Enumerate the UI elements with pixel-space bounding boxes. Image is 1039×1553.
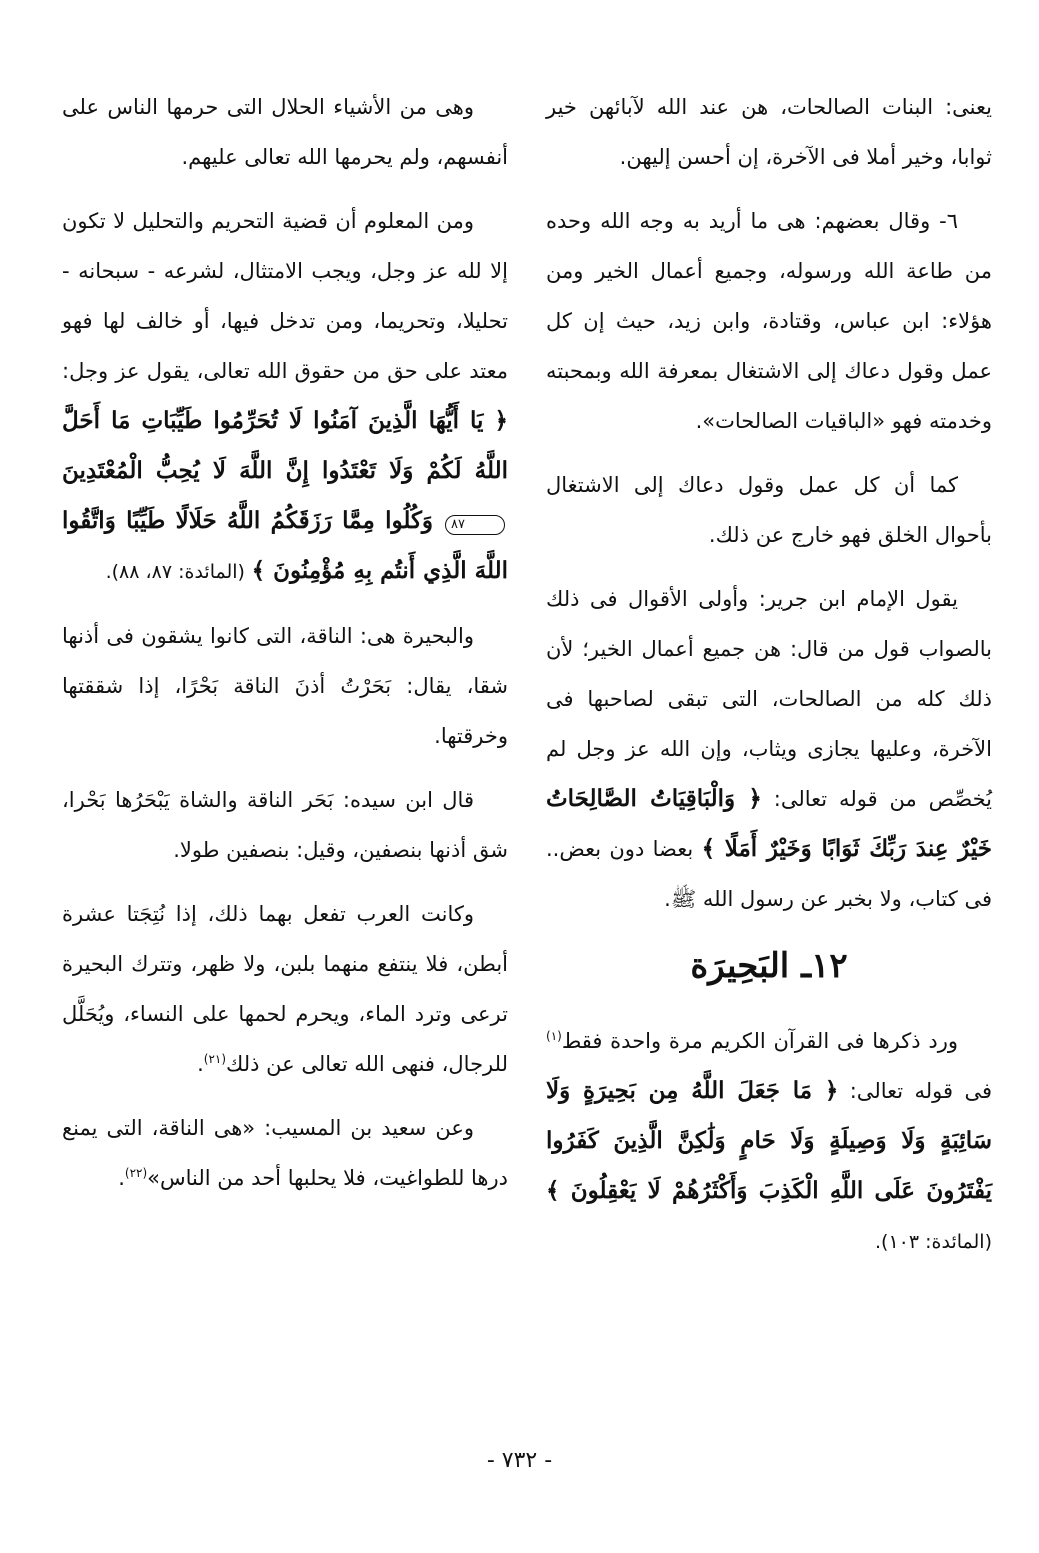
paragraph-text: بعضا دون بعض.. فى كتاب، ولا بخبر عن رسول الله ﷺ. (546, 837, 992, 911)
paragraph: قال ابن سيده: بَحَر الناقة والشاة يَبْحَرُها بَحْرا، شق أذنها بنصفين، وقيل: بنصفين طولا. (62, 788, 508, 862)
footnote-ref: (٢٢) (124, 1166, 148, 1180)
quran-verse: وَكُلُوا مِمَّا رَزَقَكُمُ اللَّهُ حَلَالًا طَيِّبًا وَاتَّقُوا اللَّهَ الَّذِي أَنتُم بِهِ مُؤْمِنُونَ ﴾ (62, 507, 508, 584)
paragraph: والبحيرة هى: الناقة، التى كانوا يشقون فى أذنها شقا، يقال: بَحَرْتُ أذنَ الناقة بَحْرًا، إذا شققتها وخرقتها. (62, 624, 508, 748)
paragraph: يعنى: البنات الصالحات، هن عند الله لآبائهن خير ثوابا، وخير أملا فى الآخرة، إن أحسن إليهن. (546, 95, 992, 169)
paragraph-text: وكانت العرب تفعل بهما ذلك، إذا نُتِجَتا عشرة أبطن، فلا ينتفع منهما بلبن، ولا ظهر، وتترك البحيرة ترعى وترد الماء، ويحرم لحمها على النساء، ويُحَلَّل للرجال، فنهى الله تعالى عن ذلك (62, 902, 508, 1076)
quran-verse: ﴿ مَا جَعَلَ اللَّهُ مِن بَحِيرَةٍ وَلَا سَائِبَةٍ وَلَا وَصِيلَةٍ وَلَا حَامٍ وَلَٰكِنَّ الَّذِينَ كَفَرُوا يَفْتَرُونَ عَلَى اللَّهِ الْكَذِبَ وَأَكْثَرُهُمْ لَا يَعْقِلُونَ ﴾ (546, 1077, 992, 1204)
paragraph (546, 574, 992, 924)
paragraph: كما أن كل عمل وقول دعاك إلى الاشتغال بأحوال الخلق فهو خارج عن ذلك. (546, 473, 992, 547)
quran-verse: ﴿ يَا أَيُّهَا الَّذِينَ آمَنُوا لَا تُحَرِّمُوا طَيِّبَاتِ مَا أَحَلَّ اللَّهُ لَكُمْ وَلَا تَعْتَدُوا إِنَّ اللَّهَ لَا يُحِبُّ الْمُعْتَدِينَ (62, 407, 508, 484)
paragraph-text: ومن المعلوم أن قضية التحريم والتحليل لا تكون إلا لله عز وجل، ويجب الامتثال، لشرعه - سبحانه - تحليلا، وتحريما، ومن تدخل فيها، أو خالف لها فهو معتد على حق من حقوق الله تعالى، يقول عز وجل: (62, 209, 508, 383)
punctuation: . (197, 1052, 204, 1076)
paragraph (62, 196, 508, 597)
verse-reference: (المائدة: ١٠٣). (875, 1231, 992, 1253)
footnote-ref: (٢١) (203, 1052, 227, 1066)
footnote-ref: (١) (546, 1029, 562, 1043)
left-column (62, 82, 508, 1217)
paragraph-text: يقول الإمام ابن جرير: وأولى الأقوال فى ذلك بالصواب قول من قال: هن جميع أعمال الخير؛ لأن ذلك كله من الصالحات، التى تبقى لصاحبها فى الآخرة، وعليها يجازى ويثاب، وإن الله عز وجل لم يُخصِّص من قوله تعالى: (546, 587, 992, 811)
section-heading: ١٢ـ البَحِيرَة (690, 946, 848, 986)
paragraph-text: ورد ذكرها فى القرآن الكريم مرة واحدة فقط (561, 1029, 958, 1053)
paragraph-text: فى قوله تعالى: (849, 1079, 992, 1103)
right-column (546, 82, 992, 1281)
paragraph (546, 1016, 992, 1267)
quran-verse: ﴿ وَالْبَاقِيَاتُ الصَّالِحَاتُ خَيْرٌ عِندَ رَبِّكَ ثَوَابًا وَخَيْرٌ أَمَلًا ﴾ (546, 785, 992, 862)
page-number: - ٧٣٢ - (486, 1448, 553, 1473)
verse-reference: (المائدة: ٨٧، ٨٨). (105, 561, 245, 583)
paragraph-text: وعن سعيد بن المسيب: «هى الناقة، التى يمنع درها للطواغيت، فلا يحلبها أحد من الناس» (62, 1116, 508, 1190)
paragraph (62, 1103, 508, 1203)
paragraph: وهى من الأشياء الحلال التى حرمها الناس على أنفسهم، ولم يحرمها الله تعالى عليهم. (62, 95, 508, 169)
paragraph (62, 889, 508, 1089)
paragraph: ٦- وقال بعضهم: هى ما أريد به وجه الله وحده من طاعة الله ورسوله، وجميع أعمال الخير ومن هؤلاء: ابن عباس، وقتادة، وابن زيد، حيث إن كل عمل وقول دعاك إلى الاشتغال بمعرفة الله وبمحبته وخدمته فهو «الباقيات الصالحات». (546, 209, 992, 433)
ayah-number-marker: ٨٧ (445, 515, 505, 535)
punctuation: . (118, 1166, 125, 1190)
